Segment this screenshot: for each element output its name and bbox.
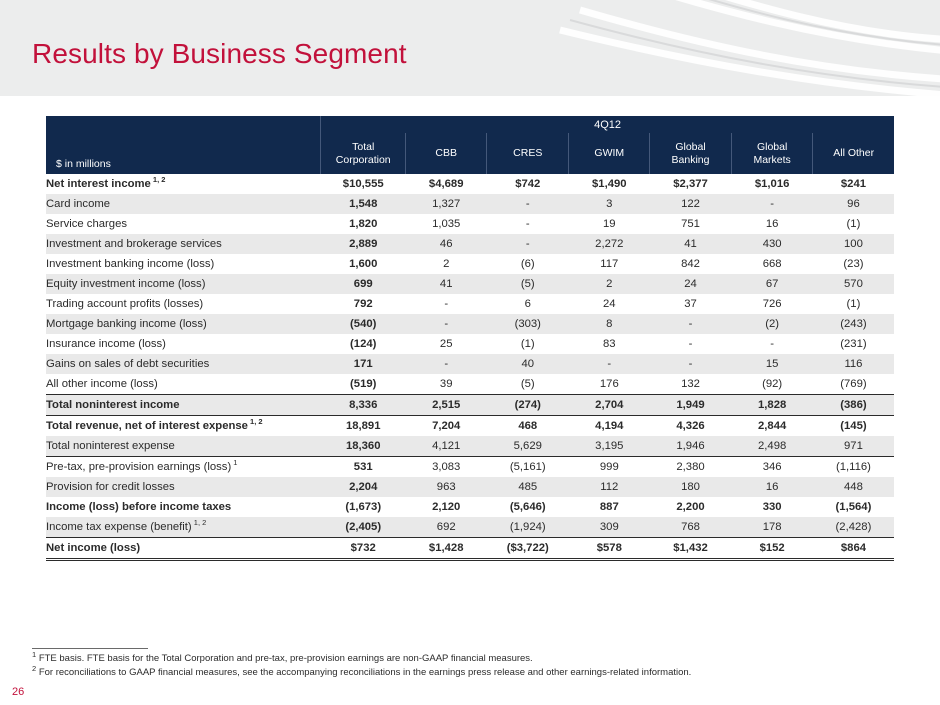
row-value: 699: [321, 274, 406, 294]
row-value: $1,016: [731, 174, 813, 194]
row-value: -: [650, 354, 732, 374]
table-row: [46, 517, 894, 538]
table-body: [46, 174, 894, 560]
footnote-2-marker: 2: [32, 663, 37, 673]
row-label: Total noninterest income: [46, 395, 321, 416]
row-value: (1,116): [813, 457, 894, 478]
row-value: 1,035: [406, 214, 487, 234]
row-label: Pre-tax, pre-provision earnings (loss) $^1$: [46, 457, 321, 478]
row-value: 4,121: [406, 436, 487, 457]
row-value: (2): [731, 314, 813, 334]
column-header-line1: Global: [675, 141, 706, 154]
row-value: 15: [731, 354, 813, 374]
row-value: 24: [650, 274, 732, 294]
row-value: (2,405): [321, 517, 406, 538]
table-head: [46, 116, 894, 174]
row-value: -: [487, 214, 569, 234]
column-header-cres: [487, 133, 569, 174]
row-value: (1,564): [813, 497, 894, 517]
row-value: 2,498: [731, 436, 813, 457]
row-value: (1): [487, 334, 569, 354]
column-header-global-markets: [731, 133, 813, 174]
row-value: 5,629: [487, 436, 569, 457]
row-label: Net income (loss): [46, 538, 321, 560]
row-value: -: [406, 314, 487, 334]
row-value: (519): [321, 374, 406, 395]
row-value: (1): [813, 294, 894, 314]
row-value: 887: [569, 497, 650, 517]
table-row: [46, 538, 894, 560]
table-row: [46, 174, 894, 194]
row-value: 2,272: [569, 234, 650, 254]
column-header-line1: CRES: [513, 147, 543, 160]
row-value: 726: [731, 294, 813, 314]
row-value: $241: [813, 174, 894, 194]
units-label: $ in millions: [46, 133, 321, 174]
table-column-header-row: [46, 133, 894, 174]
row-value: 117: [569, 254, 650, 274]
row-value: 692: [406, 517, 487, 538]
table-row: [46, 234, 894, 254]
footnote-1-text: FTE basis. FTE basis for the Total Corporation and pre-tax, pre-provision earnings are non-GAAP financial measures.: [38, 653, 533, 664]
row-value: 668: [731, 254, 813, 274]
row-label: Income tax expense (benefit) $^{1, 2}$: [46, 517, 321, 538]
row-value: (231): [813, 334, 894, 354]
row-value: $864: [813, 538, 894, 560]
row-label: All other income (loss): [46, 374, 321, 395]
row-value: 430: [731, 234, 813, 254]
row-value: (1): [813, 214, 894, 234]
row-value: 122: [650, 194, 732, 214]
row-value: (386): [813, 395, 894, 416]
slide-header-band: [0, 0, 940, 96]
table-period-row: [46, 116, 894, 133]
column-header-line2: Corporation: [335, 153, 391, 166]
row-value: 963: [406, 477, 487, 497]
row-value: 2,120: [406, 497, 487, 517]
column-header-all-other: [813, 133, 894, 174]
row-value: 8: [569, 314, 650, 334]
row-value: $1,428: [406, 538, 487, 560]
row-value: 2,844: [731, 416, 813, 437]
row-value: $152: [731, 538, 813, 560]
column-header-line1: GWIM: [594, 147, 625, 160]
row-label: Equity investment income (loss): [46, 274, 321, 294]
row-value: -: [650, 314, 732, 334]
row-value: $578: [569, 538, 650, 560]
row-value: -: [731, 194, 813, 214]
row-value: 792: [321, 294, 406, 314]
row-value: ($3,722): [487, 538, 569, 560]
table-row: [46, 374, 894, 395]
table-row: [46, 314, 894, 334]
row-value: 1,327: [406, 194, 487, 214]
column-header-gwim: [569, 133, 650, 174]
row-value: 41: [406, 274, 487, 294]
row-value: 4,326: [650, 416, 732, 437]
row-value: 2: [569, 274, 650, 294]
row-value: $1,432: [650, 538, 732, 560]
table-row: [46, 477, 894, 497]
row-value: 25: [406, 334, 487, 354]
row-label: Investment banking income (loss): [46, 254, 321, 274]
table-row: [46, 194, 894, 214]
row-value: -: [731, 334, 813, 354]
row-label: Net interest income $^{1, 2}$: [46, 174, 321, 194]
row-value: 1,820: [321, 214, 406, 234]
row-label: Insurance income (loss): [46, 334, 321, 354]
table-row: [46, 436, 894, 457]
row-value: 19: [569, 214, 650, 234]
row-value: -: [406, 354, 487, 374]
footnote-2: [32, 663, 732, 680]
row-value: 18,891: [321, 416, 406, 437]
footnote-1-marker: 1: [32, 649, 37, 659]
row-value: (145): [813, 416, 894, 437]
row-value: 39: [406, 374, 487, 395]
row-value: 751: [650, 214, 732, 234]
row-value: (92): [731, 374, 813, 395]
row-label: Trading account profits (losses): [46, 294, 321, 314]
row-value: (303): [487, 314, 569, 334]
table-row: [46, 274, 894, 294]
row-label: Total revenue, net of interest expense $^{1, 2}$: [46, 416, 321, 437]
row-label: Investment and brokerage services: [46, 234, 321, 254]
row-value: 531: [321, 457, 406, 478]
row-value: 180: [650, 477, 732, 497]
row-value: 2,200: [650, 497, 732, 517]
row-value: $742: [487, 174, 569, 194]
row-value: (5,161): [487, 457, 569, 478]
row-value: 2,204: [321, 477, 406, 497]
row-value: -: [650, 334, 732, 354]
row-label: Total noninterest expense: [46, 436, 321, 457]
row-value: 2,889: [321, 234, 406, 254]
row-value: $10,555: [321, 174, 406, 194]
row-value: (124): [321, 334, 406, 354]
row-label: Mortgage banking income (loss): [46, 314, 321, 334]
page-title: Results by Business Segment: [32, 38, 407, 69]
row-value: 96: [813, 194, 894, 214]
row-value: 768: [650, 517, 732, 538]
row-value: 1,828: [731, 395, 813, 416]
row-value: 171: [321, 354, 406, 374]
row-value: 842: [650, 254, 732, 274]
row-value: 1,548: [321, 194, 406, 214]
table-row: [46, 395, 894, 416]
row-value: -: [406, 294, 487, 314]
row-value: 7,204: [406, 416, 487, 437]
row-value: (1,673): [321, 497, 406, 517]
row-value: 2,380: [650, 457, 732, 478]
row-label: Card income: [46, 194, 321, 214]
row-label: Gains on sales of debt securities: [46, 354, 321, 374]
row-value: 999: [569, 457, 650, 478]
column-header-line1: CBB: [435, 147, 457, 160]
row-label-footnote-marker: 1, 2: [247, 417, 263, 427]
column-header-line1: Total: [352, 141, 375, 154]
row-label-footnote-marker: 1, 2: [191, 518, 207, 528]
row-value: 24: [569, 294, 650, 314]
row-value: $732: [321, 538, 406, 560]
row-value: 485: [487, 477, 569, 497]
row-label: Income (loss) before income taxes: [46, 497, 321, 517]
segment-results-table: [46, 116, 894, 561]
row-value: (5,646): [487, 497, 569, 517]
row-label: Provision for credit losses: [46, 477, 321, 497]
row-value: 1,946: [650, 436, 732, 457]
page-number: 26: [12, 686, 25, 698]
financial-table-container: [46, 116, 894, 561]
row-label-footnote-marker: 1: [231, 458, 238, 468]
row-value: 468: [487, 416, 569, 437]
row-value: 18,360: [321, 436, 406, 457]
row-value: 16: [731, 477, 813, 497]
table-row: [46, 354, 894, 374]
table-row: [46, 457, 894, 478]
column-header-cbb: [406, 133, 487, 174]
row-value: (540): [321, 314, 406, 334]
column-header-total-corporation: [321, 133, 406, 174]
row-value: 1,949: [650, 395, 732, 416]
row-value: (243): [813, 314, 894, 334]
row-value: 178: [731, 517, 813, 538]
row-value: 37: [650, 294, 732, 314]
table-row: [46, 416, 894, 437]
row-value: 2,704: [569, 395, 650, 416]
column-header-line2: Banking: [671, 153, 710, 166]
row-value: 46: [406, 234, 487, 254]
column-header-global-banking: [650, 133, 732, 174]
row-value: -: [569, 354, 650, 374]
row-value: 16: [731, 214, 813, 234]
row-value: 3,083: [406, 457, 487, 478]
row-value: 3,195: [569, 436, 650, 457]
row-value: (5): [487, 274, 569, 294]
row-value: -: [487, 234, 569, 254]
row-value: 330: [731, 497, 813, 517]
row-value: (2,428): [813, 517, 894, 538]
footnote-2-text: For reconciliations to GAAP financial measures, see the accompanying reconciliations in the earnings press release and other earnings-related information.: [38, 666, 692, 678]
row-value: 41: [650, 234, 732, 254]
row-value: 309: [569, 517, 650, 538]
row-value: $1,490: [569, 174, 650, 194]
row-value: 132: [650, 374, 732, 395]
row-value: 112: [569, 477, 650, 497]
row-value: 83: [569, 334, 650, 354]
footnote-1: [32, 649, 732, 666]
row-value: (5): [487, 374, 569, 395]
row-value: 971: [813, 436, 894, 457]
row-value: 346: [731, 457, 813, 478]
row-value: (769): [813, 374, 894, 395]
column-header-line1: All Other: [833, 147, 875, 160]
row-value: (23): [813, 254, 894, 274]
row-value: 2,515: [406, 395, 487, 416]
row-value: $4,689: [406, 174, 487, 194]
period-row-spacer: [46, 116, 321, 133]
row-value: $2,377: [650, 174, 732, 194]
row-value: -: [487, 194, 569, 214]
row-value: 2: [406, 254, 487, 274]
period-label: 4Q12: [321, 116, 894, 133]
row-value: (1,924): [487, 517, 569, 538]
row-value: 448: [813, 477, 894, 497]
row-value: (6): [487, 254, 569, 274]
row-value: 100: [813, 234, 894, 254]
table-row: [46, 294, 894, 314]
row-label-footnote-marker: 1, 2: [150, 175, 166, 185]
footnotes-block: [32, 648, 732, 680]
table-row: [46, 497, 894, 517]
row-value: 67: [731, 274, 813, 294]
row-value: 8,336: [321, 395, 406, 416]
row-value: 40: [487, 354, 569, 374]
row-value: 3: [569, 194, 650, 214]
row-value: (274): [487, 395, 569, 416]
table-row: [46, 254, 894, 274]
row-value: 570: [813, 274, 894, 294]
table-row: [46, 214, 894, 234]
row-value: 6: [487, 294, 569, 314]
row-value: 1,600: [321, 254, 406, 274]
table-row: [46, 334, 894, 354]
column-header-line2: Markets: [753, 153, 791, 166]
header-swoosh-decoration: [520, 0, 940, 96]
footnote-divider: [32, 648, 148, 649]
row-value: 116: [813, 354, 894, 374]
row-value: 176: [569, 374, 650, 395]
column-header-line1: Global: [756, 141, 788, 154]
row-value: 4,194: [569, 416, 650, 437]
row-label: Service charges: [46, 214, 321, 234]
